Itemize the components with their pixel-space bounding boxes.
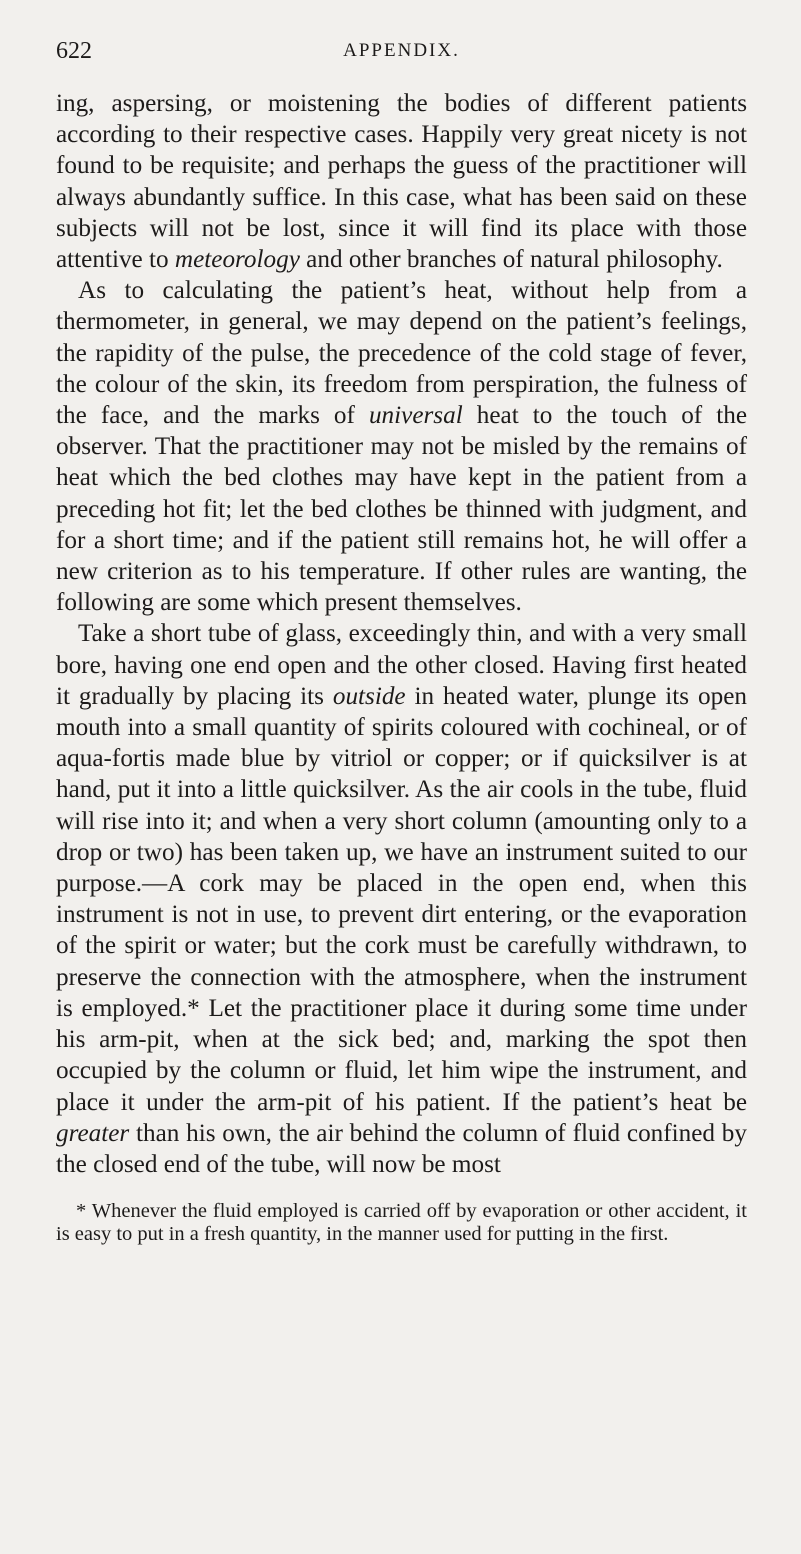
paragraph-2-text-b: heat to the touch of the observer. That the practitioner may not be misled by the remains of heat which the bed clothes may have kept in the patient from a preceding hot fit; let the bed clothes be thinned with judgment, and for a short time; and if the patient still remains hot, he will offer a new criterion as to his temperature. If other rules are wanting, the following are some which present themselves. — [56, 402, 748, 617]
paragraph-3-text-c: than his own, the air behind the column of fluid confined by the closed end of the tube, will now be most — [56, 1119, 747, 1178]
paragraph-2-italic-universal: universal — [368, 402, 463, 430]
running-head-title: APPENDIX. — [343, 40, 460, 61]
paragraph-1-text-b: and other branches of natural philosophy. — [299, 246, 723, 274]
footnote — [56, 1200, 747, 1246]
paragraph-3-text-a: Take a short tube of glass, exceedingly thin, and with a very small bore, having one end open and the other closed. Having first heated it gradually by placing its — [56, 620, 747, 710]
footnote-text: * Whenever the fluid employed is carried off by evaporation or other accident, it is easy to put in a fresh quantity, in the manner used for putting in the first. — [56, 1200, 747, 1246]
paragraph-3 — [56, 618, 747, 1180]
running-head — [56, 34, 747, 68]
paragraph-3-text-b: in heated water, plunge its open mouth into a small quantity of spirits coloured with cochineal, or of aqua-fortis made blue by vitriol or copper; or if quicksilver is at hand, put it into a little quicksilver. As the air cools in the tube, fluid will rise into it; and when a very short column (amounting only to a drop or two) has been taken up, we have an instrument suited to our purpose.—A cork may be placed in the open end, when this instrument is not in use, to prevent dirt entering, or the evaporation of the spirit or water; but the cork must be carefully withdrawn, to preserve the connection with the atmosphere, when the instrument is employed.* Let the practitioner place it during some time under his arm-pit, when at the sick bed; and, marking the spot then occupied by the column or fluid, let him wipe the instrument, and place it under the arm-pit of his patient. If the patient’s heat be — [56, 682, 747, 1116]
paragraph-2 — [56, 275, 747, 618]
paragraph-1 — [56, 88, 747, 275]
paragraph-2-text-a: As to calculating the patient’s heat, without help from a thermometer, in general, we may depend on the patient’s feelings, the rapidity of the pulse, the precedence of the cold stage of fever, the colour of the skin, its freedom from perspiration, the fulness of the face, and the marks of — [56, 277, 747, 430]
paragraph-1-text-a: ing, aspersing, or moistening the bodies of different patients according to their respective cases. Happily very great nicety is not found to be requisite; and perhaps the guess of the practitioner will always abundantly suffice. In this case, what has been said on these subjects will not be lost, since it will find its place with those attentive to — [56, 90, 747, 274]
body-text — [56, 88, 747, 1180]
page-number: 622 — [56, 38, 92, 64]
paragraph-3-italic-greater: greater — [56, 1119, 130, 1147]
paragraph-1-italic-meteorology: meteorology — [174, 246, 300, 274]
paragraph-3-italic-outside: outside — [332, 682, 406, 710]
